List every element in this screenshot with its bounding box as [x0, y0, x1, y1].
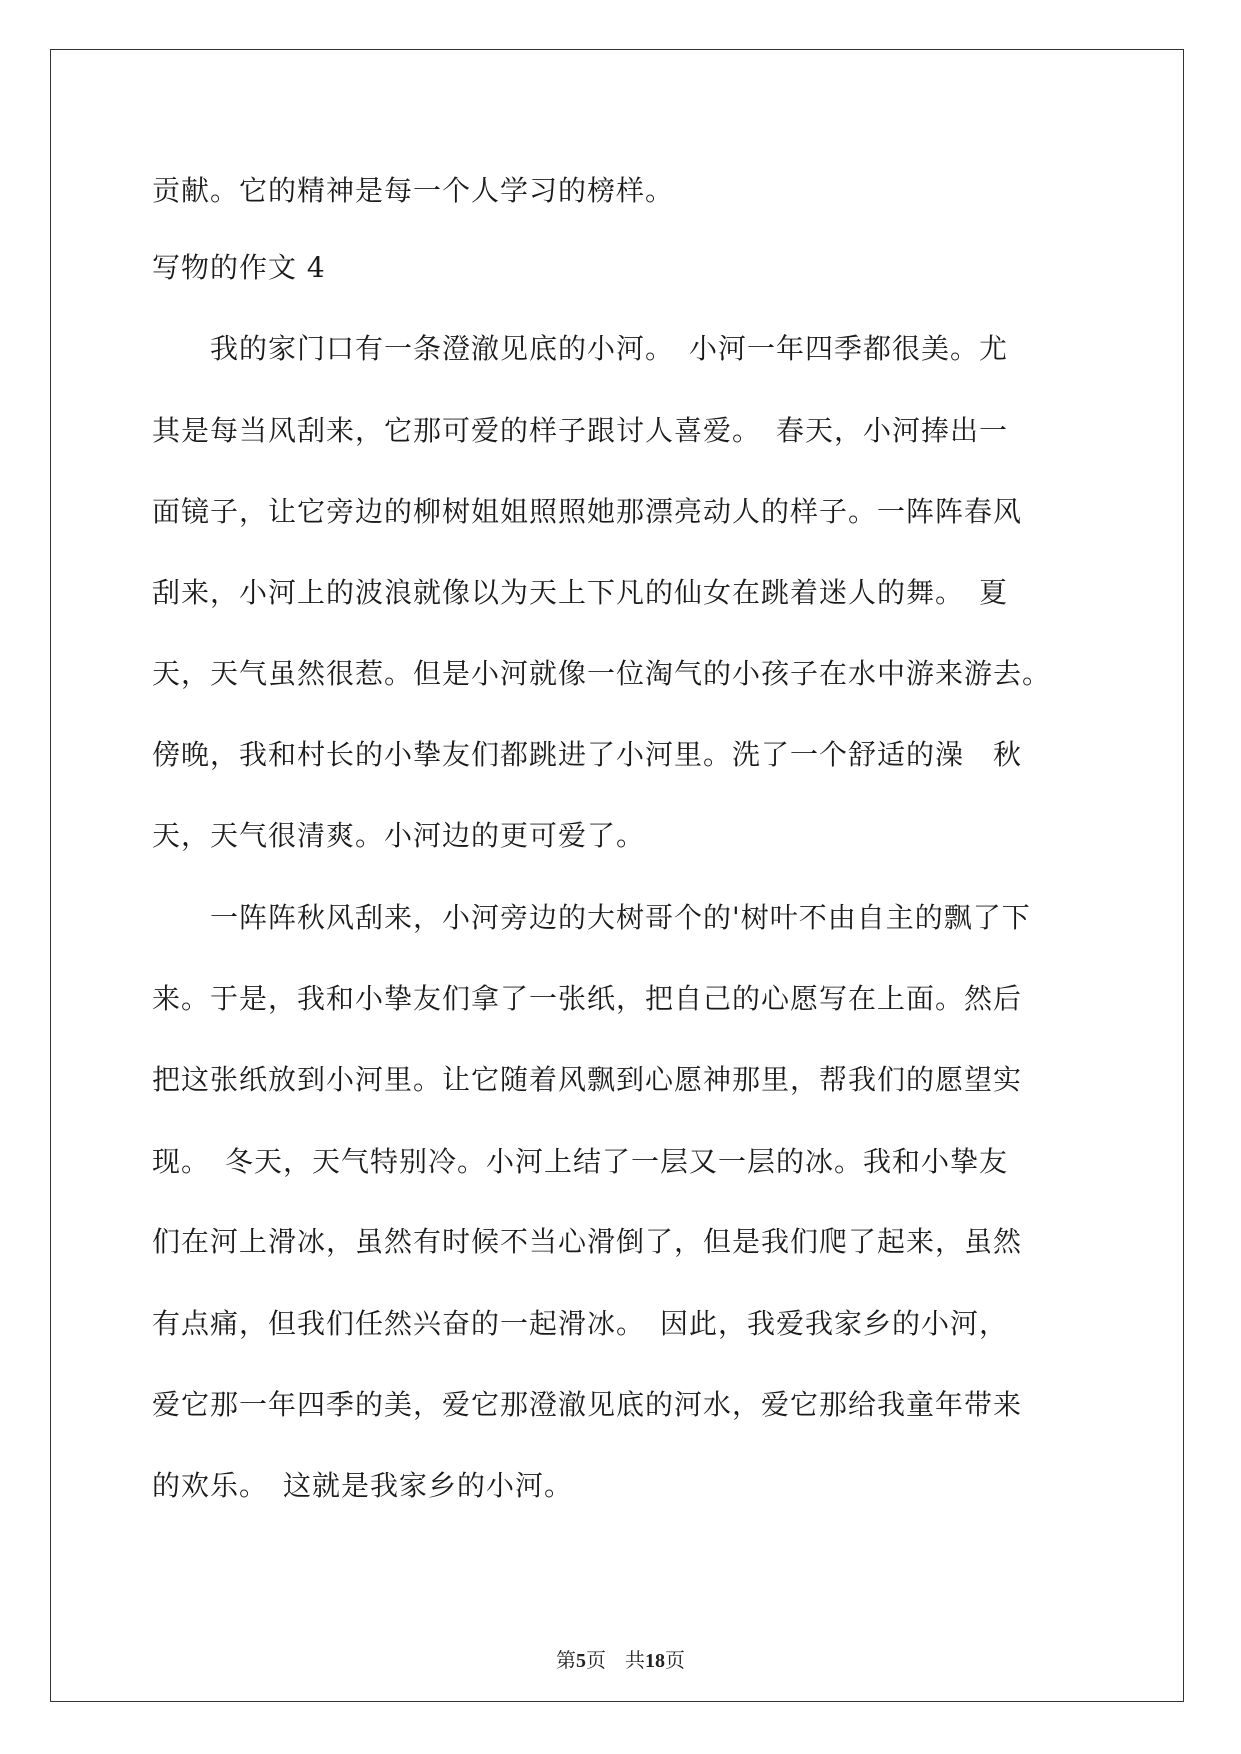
text-line: 来。于是，我和小挚友们拿了一张纸，把自己的心愿写在上面。然后 [152, 982, 1023, 1015]
text-line: 天，天气很清爽。小河边的更可爱了。 [152, 819, 646, 852]
total-pages: 18 [645, 1650, 666, 1672]
text-line: 贡献。它的精神是每一个人学习的榜样。 [152, 174, 675, 207]
footer-total-suffix: 页 [665, 1648, 686, 1672]
text-line: 其是每当风刮来，它那可爱的样子跟讨人喜爱。 春天，小河捧出一 [152, 414, 1009, 447]
text-line: 傍晚，我和村长的小挚友们都跳进了小河里。洗了一个舒适的澡 秋 [152, 738, 1023, 771]
page-footer [0, 1648, 1241, 1673]
text-line: 天，天气虽然很惹。但是小河就像一位淘气的小孩子在水中游来游去。 [152, 657, 1052, 690]
text-line: 爱它那一年四季的美，爱它那澄澈见底的河水，爱它那给我童年带来 [152, 1388, 1023, 1421]
text-line: 把这张纸放到小河里。让它随着风飘到心愿神那里，帮我们的愿望实 [152, 1063, 1023, 1096]
section-heading: 写物的作文 4 [152, 251, 326, 284]
text-line: 有点痛，但我们任然兴奋的一起滑冰。 因此，我爱我家乡的小河， [152, 1307, 1009, 1340]
footer-prefix: 第 [555, 1648, 576, 1672]
text-line: 刮来，小河上的波浪就像以为天上下凡的仙女在跳着迷人的舞。 夏 [152, 576, 1009, 609]
text-line: 现。 冬天，天气特别冷。小河上结了一层又一层的冰。我和小挚友 [152, 1145, 1009, 1178]
text-line: 面镜子，让它旁边的柳树姐姐照照她那漂亮动人的样子。一阵阵春风 [152, 495, 1023, 528]
page-number: 5 [575, 1650, 586, 1672]
footer-page-suffix: 页 [585, 1648, 606, 1672]
footer-total-prefix: 共 [625, 1648, 646, 1672]
text-line: 的欢乐。 这就是我家乡的小河。 [152, 1469, 574, 1502]
page-border [50, 49, 1184, 1702]
text-line: 们在河上滑冰，虽然有时候不当心滑倒了，但是我们爬了起来，虽然 [152, 1225, 1023, 1258]
text-line: 一阵阵秋风刮来，小河旁边的大树哥个的'树叶不由自主的飘了下 [152, 901, 1031, 934]
text-line: 我的家门口有一条澄澈见底的小河。 小河一年四季都很美。尤 [152, 332, 1009, 365]
